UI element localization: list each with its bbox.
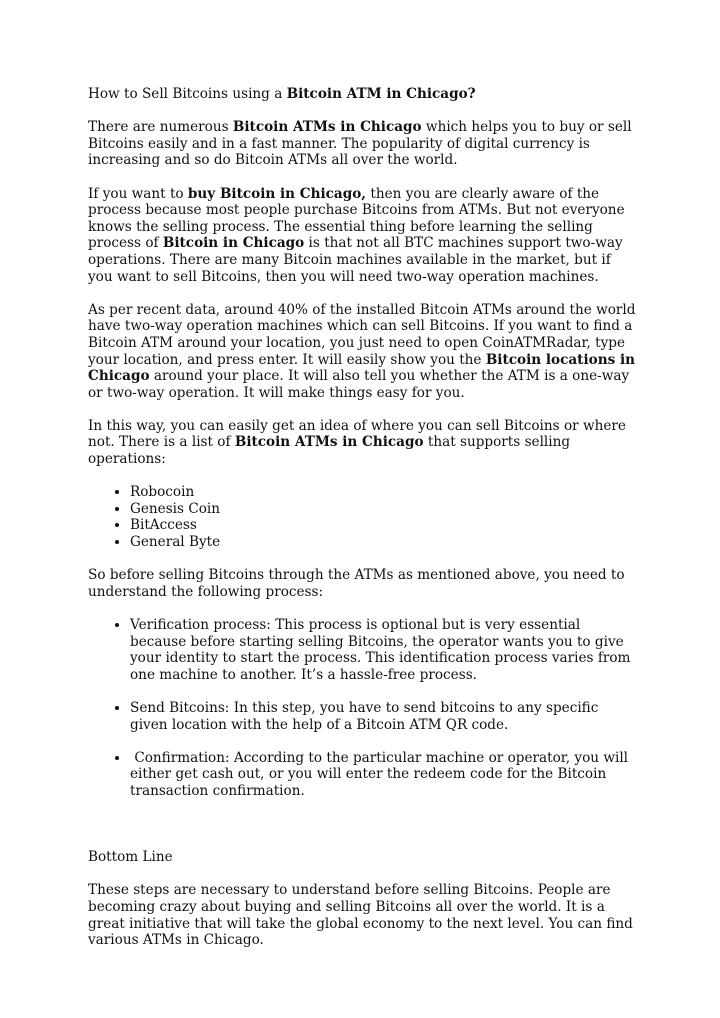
atm-list: [88, 484, 638, 550]
document-body: [88, 86, 638, 965]
list-item: • Send Bitcoins: In this step, you have to send bitcoins to any specific given location with the help of a Bitcoin ATM QR code.: [130, 700, 638, 733]
list-item: • General Byte: [130, 534, 638, 551]
title-bold: Bitcoin ATM in Chicago?: [286, 86, 476, 102]
list-item: • BitAccess: [130, 517, 638, 534]
buy-paragraph: If you want to buy Bitcoin in Chicago, then you are clearly aware of the process because most people purchase Bitcoins from ATMs. But not everyone knows the selling process. The essential thing before learning the selling process of Bitcoin in Chicago is that not all BTC machines support two-way operations. There are many Bitcoin machines available in the market, but if you want to sell Bitcoins, then you will need two-way operation machines.: [88, 185, 625, 285]
document-title: How to Sell Bitcoins using a Bitcoin ATM in Chicago?: [88, 86, 476, 102]
list-item: • Genesis Coin: [130, 501, 638, 518]
list-item: • Verification process: This process is optional but is very essential because before starting selling Bitcoins, the operator wants you to give your identity to start the process. This identification process varies from one machine to another. It’s a hassle-free process.: [130, 617, 638, 683]
process-intro-paragraph: So before selling Bitcoins through the ATMs as mentioned above, you need to understand the following process:: [88, 567, 625, 600]
process-steps-list: [88, 617, 638, 800]
data-paragraph: As per recent data, around 40% of the installed Bitcoin ATMs around the world have two-way operation machines which can sell Bitcoins. If you want to find a Bitcoin ATM around your location, you just need to open CoinATMRadar, type your location, and press enter. It will easily show you the Bitcoin locations in Chicago around your place. It will also tell you whether the ATM is a one-way or two-way operation. It will make things easy for you.: [88, 301, 636, 401]
conclusion-paragraph: These steps are necessary to understand before selling Bitcoins. People are becoming crazy about buying and selling Bitcoins all over the world. It is a great initiative that will take the global economy to the next level. You can find various ATMs in Chicago.: [88, 882, 633, 949]
section-spacer: [88, 816, 638, 849]
bottom-line-heading: Bottom Line: [88, 849, 173, 866]
list-intro-paragraph: In this way, you can easily get an idea of where you can sell Bitcoins or where not. There is a list of Bitcoin ATMs in Chicago that supports selling operations:: [88, 417, 626, 468]
list-item: • Robocoin: [130, 484, 638, 501]
list-item: • Confirmation: According to the particular machine or operator, you will either get cash out, or you will enter the redeem code for the Bitcoin transaction confirmation.: [130, 750, 638, 800]
intro-paragraph: There are numerous Bitcoin ATMs in Chicago which helps you to buy or sell Bitcoins easily and in a fast manner. The popularity of digital currency is increasing and so do Bitcoin ATMs all over the world.: [88, 119, 632, 169]
